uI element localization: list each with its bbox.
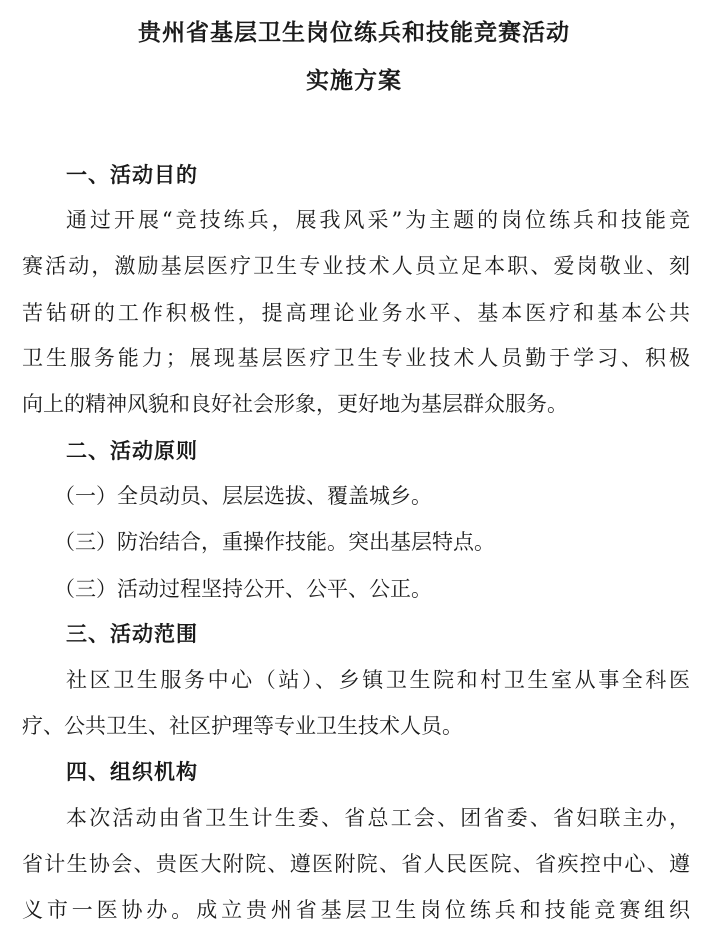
paragraph-line: 赛活动，激励基层医疗卫生专业技术人员立足本职、爱岗敬业、刻 (22, 254, 690, 278)
paragraph-line: 向上的精神风貌和良好社会形象，更好地为基层群众服务。 (22, 392, 568, 416)
section-heading-principles: 二、活动原则 (66, 439, 198, 463)
principle-item: （三）防治结合，重操作技能。突出基层特点。 (54, 530, 495, 554)
principle-item: （一）全员动员、层层选拔、覆盖城乡。 (54, 484, 432, 508)
section-heading-organization: 四、组织机构 (66, 760, 198, 784)
principle-item: （三）活动过程坚持公开、公平、公正。 (54, 577, 432, 601)
section-heading-scope: 三、活动范围 (66, 622, 198, 646)
paragraph-line: 省计生协会、贵医大附院、遵医附院、省人民医院、省疾控中心、遵 (22, 852, 690, 876)
paragraph-line: 苦钻研的工作积极性，提高理论业务水平、基本医疗和基本公共 (22, 301, 690, 325)
paragraph-line: 义市一医协办。成立贵州省基层卫生岗位练兵和技能竞赛组织 (22, 898, 690, 922)
paragraph-line: 疗、公共卫生、社区护理等专业卫生技术人员。 (22, 714, 463, 738)
paragraph-line: 通过开展“竞技练兵，展我风采”为主题的岗位练兵和技能竞 (66, 208, 690, 232)
paragraph-line: 本次活动由省卫生计生委、省总工会、团省委、省妇联主办， (66, 806, 690, 830)
document-title-line-2: 实施方案 (306, 67, 402, 94)
document-title-line-1: 贵州省基层卫生岗位练兵和技能竞赛活动 (138, 19, 570, 46)
paragraph-line: 卫生服务能力；展现基层医疗卫生专业技术人员勤于学习、积极 (22, 346, 690, 370)
paragraph-line: 社区卫生服务中心（站）、乡镇卫生院和村卫生室从事全科医 (66, 668, 690, 692)
section-heading-purpose: 一、活动目的 (66, 163, 198, 187)
